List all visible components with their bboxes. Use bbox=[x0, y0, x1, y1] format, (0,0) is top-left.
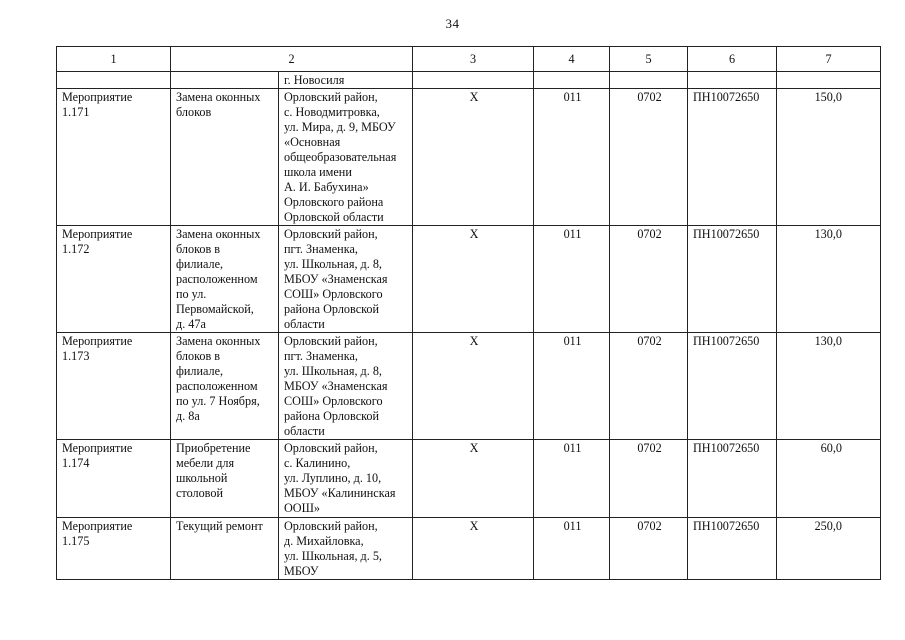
col5-cell: 0702 bbox=[610, 333, 688, 440]
col6-cell: ПН10072650 bbox=[688, 518, 777, 580]
work-cell: Замена оконных блоков bbox=[171, 89, 279, 226]
column-header: 7 bbox=[777, 47, 881, 72]
col5-cell: 0702 bbox=[610, 440, 688, 518]
column-header: 6 bbox=[688, 47, 777, 72]
event-cell: Мероприятие 1.171 bbox=[57, 89, 171, 226]
table-row bbox=[57, 226, 881, 333]
address-cell: Орловский район, д. Михайловка, ул. Школьная, д. 5, МБОУ bbox=[279, 518, 413, 580]
address-cell: Орловский район, с. Новодмитровка, ул. Мира, д. 9, МБОУ «Основная общеобразовательная школа имени А. И. Бабухина» Орловского района Орловской области bbox=[279, 89, 413, 226]
header-row bbox=[57, 47, 881, 72]
address-cell: Орловский район, пгт. Знаменка, ул. Школьная, д. 8, МБОУ «Знаменская СОШ» Орловского района Орловской области bbox=[279, 226, 413, 333]
work-cell: Приобретение мебели для школьной столовой bbox=[171, 440, 279, 518]
event-cell: Мероприятие 1.173 bbox=[57, 333, 171, 440]
col6-cell: ПН10072650 bbox=[688, 89, 777, 226]
col7-cell: 130,0 bbox=[777, 333, 881, 440]
table-row bbox=[57, 440, 881, 518]
work-cell: Замена оконных блоков в филиале, расположенном по ул. 7 Ноября, д. 8а bbox=[171, 333, 279, 440]
col3-cell: Х bbox=[413, 89, 534, 226]
table-row bbox=[57, 518, 881, 580]
col6-cell: ПН10072650 bbox=[688, 226, 777, 333]
address-cell: г. Новосиля bbox=[279, 72, 413, 89]
page-number: 34 bbox=[445, 16, 460, 31]
col7-cell: 150,0 bbox=[777, 89, 881, 226]
column-header: 1 bbox=[57, 47, 171, 72]
column-header: 4 bbox=[534, 47, 610, 72]
col5-cell: 0702 bbox=[610, 226, 688, 333]
col7-cell: 130,0 bbox=[777, 226, 881, 333]
event-cell: Мероприятие 1.172 bbox=[57, 226, 171, 333]
work-cell: Замена оконных блоков в филиале, расположенном по ул. Первомайской, д. 47а bbox=[171, 226, 279, 333]
address-cell: Орловский район, пгт. Знаменка, ул. Школьная, д. 8, МБОУ «Знаменская СОШ» Орловского района Орловской области bbox=[279, 333, 413, 440]
col7-cell: 250,0 bbox=[777, 518, 881, 580]
col7-cell: 60,0 bbox=[777, 440, 881, 518]
work-cell: Текущий ремонт bbox=[171, 518, 279, 580]
event-cell: Мероприятие 1.174 bbox=[57, 440, 171, 518]
column-header: 2 bbox=[171, 47, 413, 72]
col5-cell: 0702 bbox=[610, 518, 688, 580]
col3-cell: Х bbox=[413, 333, 534, 440]
column-header: 5 bbox=[610, 47, 688, 72]
col4-cell: 011 bbox=[534, 518, 610, 580]
event-cell: Мероприятие 1.175 bbox=[57, 518, 171, 580]
col4-cell: 011 bbox=[534, 333, 610, 440]
col4-cell: 011 bbox=[534, 226, 610, 333]
col5-cell: 0702 bbox=[610, 89, 688, 226]
budget-table bbox=[56, 46, 881, 580]
col4-cell: 011 bbox=[534, 440, 610, 518]
col3-cell: Х bbox=[413, 440, 534, 518]
column-header: 3 bbox=[413, 47, 534, 72]
continuation-row bbox=[57, 72, 881, 89]
table-row bbox=[57, 333, 881, 440]
col6-cell: ПН10072650 bbox=[688, 333, 777, 440]
col4-cell: 011 bbox=[534, 89, 610, 226]
table-row bbox=[57, 89, 881, 226]
col3-cell: Х bbox=[413, 226, 534, 333]
address-cell: Орловский район, с. Калинино, ул. Луплино, д. 10, МБОУ «Калининская ООШ» bbox=[279, 440, 413, 518]
col6-cell: ПН10072650 bbox=[688, 440, 777, 518]
col3-cell: Х bbox=[413, 518, 534, 580]
